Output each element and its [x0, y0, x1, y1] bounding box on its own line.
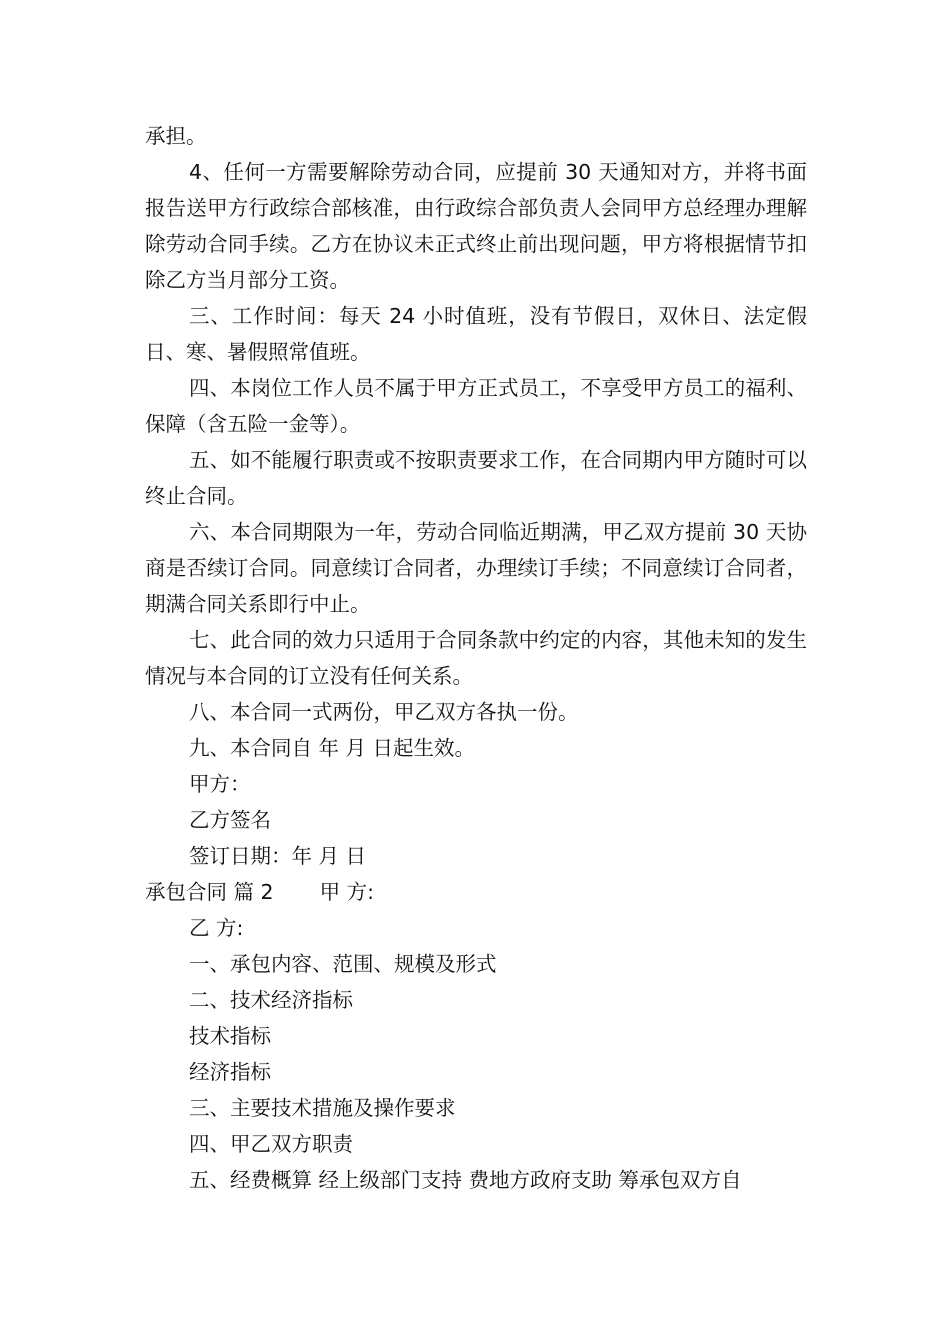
- paragraph-9: 九、本合同自 年 月 日起生效。: [189, 736, 476, 760]
- section2-party-a: 甲 方:: [319, 880, 375, 904]
- section2-item: 三、主要技术措施及操作要求: [189, 1096, 456, 1120]
- paragraph-2: 4、任何一方需要解除劳动合同，应提前 30 天通知对方，并将书面报告送甲方行政综合部核准，由行政综合部负责人会同甲方总经理办理解除劳动合同手续。乙方在协议未正式终止前出现问题，甲方将根据情节扣除乙方当月部分工资。: [145, 160, 807, 292]
- section2-item: 乙 方:: [189, 916, 244, 940]
- paragraph-3: 三、工作时间：每天 24 小时值班，没有节假日，双休日、法定假日、寒、暑假照常值班。: [145, 304, 807, 364]
- paragraph-8: 八、本合同一式两份，甲乙双方各执一份。: [189, 700, 579, 724]
- section2-item: 经济指标: [189, 1060, 271, 1084]
- section2-item: 一、承包内容、范围、规模及形式: [189, 952, 497, 976]
- paragraph-4: 四、本岗位工作人员不属于甲方正式员工，不享受甲方员工的福利、保障（含五险一金等）。: [145, 376, 807, 436]
- party-b-signature: 乙方签名: [189, 808, 271, 832]
- party-a-label: 甲方：: [189, 772, 251, 796]
- paragraph-6: 六、本合同期限为一年，劳动合同临近期满，甲乙双方提前 30 天协商是否续订合同。同意续订合同者，办理续订手续；不同意续订合同者，期满合同关系即行中止。: [145, 520, 807, 616]
- section2-title: 承包合同 篇 2: [145, 880, 274, 904]
- section2-item: 四、甲乙双方职责: [189, 1132, 353, 1156]
- paragraph-5: 五、如不能履行职责或不按职责要求工作，在合同期内甲方随时可以终止合同。: [145, 448, 807, 508]
- paragraph-7: 七、此合同的效力只适用于合同条款中约定的内容，其他未知的发生情况与本合同的订立没有任何关系。: [145, 628, 807, 688]
- sign-date: 签订日期：年 月 日: [189, 844, 367, 868]
- section2-item: 技术指标: [189, 1024, 271, 1048]
- section2-item: 二、技术经济指标: [189, 988, 353, 1012]
- section2-item: 五、经费概算 经上级部门支持 费地方政府支助 筹承包双方自: [189, 1168, 742, 1192]
- paragraph-1: 承担。: [145, 124, 207, 148]
- section2-heading: [145, 874, 807, 910]
- document-page: [145, 118, 807, 1198]
